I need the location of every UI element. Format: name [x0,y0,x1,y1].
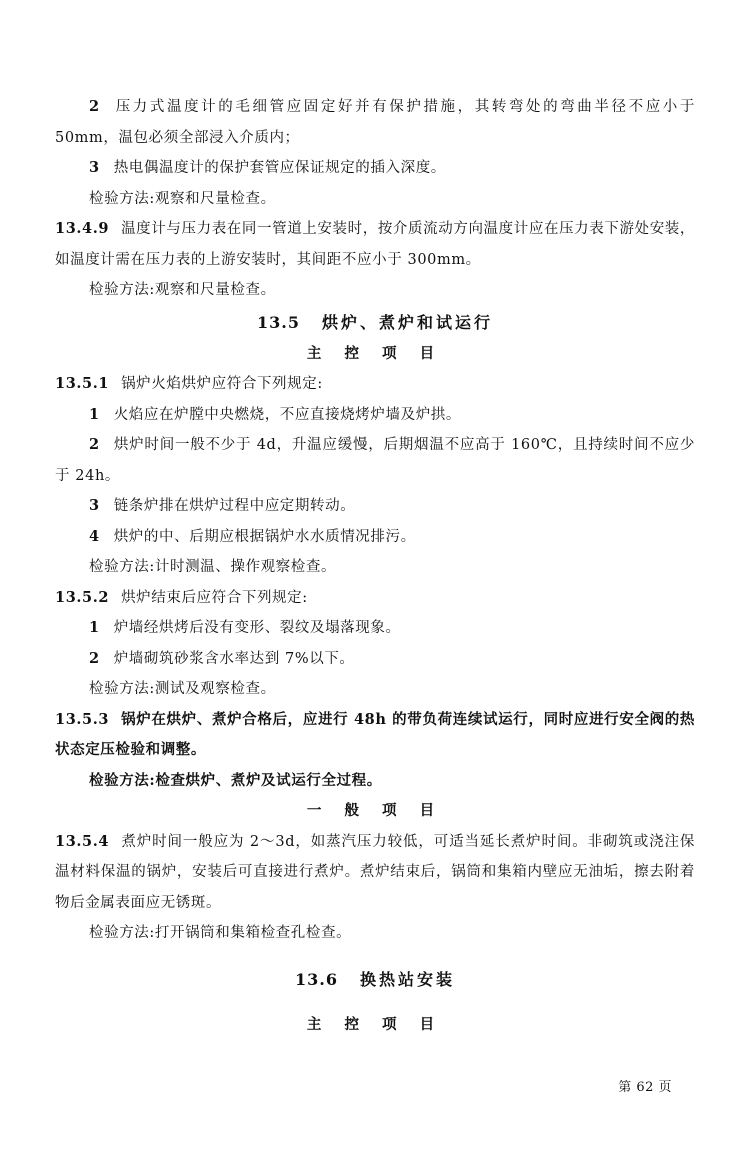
item-number: 2 [89,649,100,667]
list-item [55,644,695,675]
spacer [55,996,695,1010]
clause-13-5-2 [55,583,695,614]
item-number: 3 [89,159,100,176]
item-number: 2 [89,98,100,115]
list-item [55,522,695,553]
clause-number: 13.5.4 [55,832,110,850]
clause-number: 13.4.9 [55,220,110,237]
inspection-method: 检验方法:观察和尺量检查。 [89,282,276,298]
clause-text: 锅炉火焰烘炉应符合下列规定: [121,376,323,392]
inspection-method: 检验方法:打开锅筒和集箱检查孔检查。 [89,925,352,941]
item-text: 压力式温度计的毛细管应固定好并有保护措施，其转弯处的弯曲半径不应小于 50mm，温包必须全部浸入介质内； [55,99,695,146]
paragraph-item-3 [55,153,695,184]
page-body [55,92,695,1040]
item-number: 2 [89,436,100,453]
clause-number: 13.5.1 [55,375,110,392]
inspection-method: 检验方法:观察和尺量检查。 [89,190,276,207]
item-text: 链条炉排在烘炉过程中应定期转动。 [113,498,356,514]
clause-13-4-9 [55,214,695,275]
section-title: 烘炉、煮炉和试运行 [321,312,493,332]
item-number: 1 [89,405,100,423]
item-number: 4 [89,527,100,545]
subheading-general-items: 一 般 项 目 [306,802,444,819]
inspection-method: 检验方法:测试及观察检查。 [89,681,276,697]
clause-text: 锅炉在烘炉、煮炉合格后，应进行 48h 的带负荷连续试运行，同时应进行安全阀的热状态定压检验和调整。 [55,710,695,758]
item-text: 炉墙砌筑砂浆含水率达到 7%以下。 [113,650,355,667]
clause-text: 烘炉结束后应符合下列规定: [121,589,308,606]
item-number: 1 [89,619,100,636]
clause-number: 13.5.3 [55,710,110,728]
section-heading-13-5 [55,308,695,338]
section-heading-13-6 [55,965,695,995]
section-number: 13.5 [257,312,300,332]
clause-13-5-1 [55,369,695,400]
page-number: 第 62 页 [618,1080,672,1095]
list-item [55,491,695,522]
item-number: 3 [89,497,100,514]
list-item [55,400,695,431]
inspection-method: 检验方法:检查烘炉、煮炉及试运行全过程。 [89,771,382,789]
clause-13-5-3 [55,705,695,766]
item-text: 烘炉的中、后期应根据锅炉水水质情况排污。 [113,528,416,545]
list-item [55,430,695,491]
subheading-main-items: 主 控 项 目 [306,344,444,362]
item-text: 炉墙经烘烤后没有变形、裂纹及塌落现象。 [113,620,401,636]
section-title: 换热站安装 [359,969,455,989]
clause-number: 13.5.2 [55,588,110,606]
item-text: 热电偶温度计的保护套管应保证规定的插入深度。 [113,160,446,176]
section-number: 13.6 [295,969,338,989]
clause-text: 温度计与压力表在同一管道上安装时，按介质流动方向温度计应在压力表下游处安装，如温度计需在压力表的上游安装时，其间距不应小于 300mm。 [55,221,695,268]
subheading-main-items: 主 控 项 目 [306,1015,444,1033]
list-item [55,613,695,644]
item-text: 火焰应在炉膛中央燃烧，不应直接烧烤炉墙及炉拱。 [113,406,462,423]
item-text: 烘炉时间一般不少于 4d，升温应缓慢，后期烟温不应高于 160℃，且持续时间不应少于 24h。 [55,437,695,484]
paragraph-item-2 [55,92,695,153]
clause-13-5-4 [55,827,695,919]
inspection-method: 检验方法:计时测温、操作观察检查。 [89,559,337,575]
clause-text: 煮炉时间一般应为 2～3d，如蒸汽压力较低，可适当延长煮炉时间。非砌筑或浇注保温材料保温的锅炉，安装后可直接进行煮炉。煮炉结束后，锅筒和集箱内壁应无油垢，擦去附着物后金属表面应无锈斑。 [55,833,695,911]
spacer [55,949,695,963]
